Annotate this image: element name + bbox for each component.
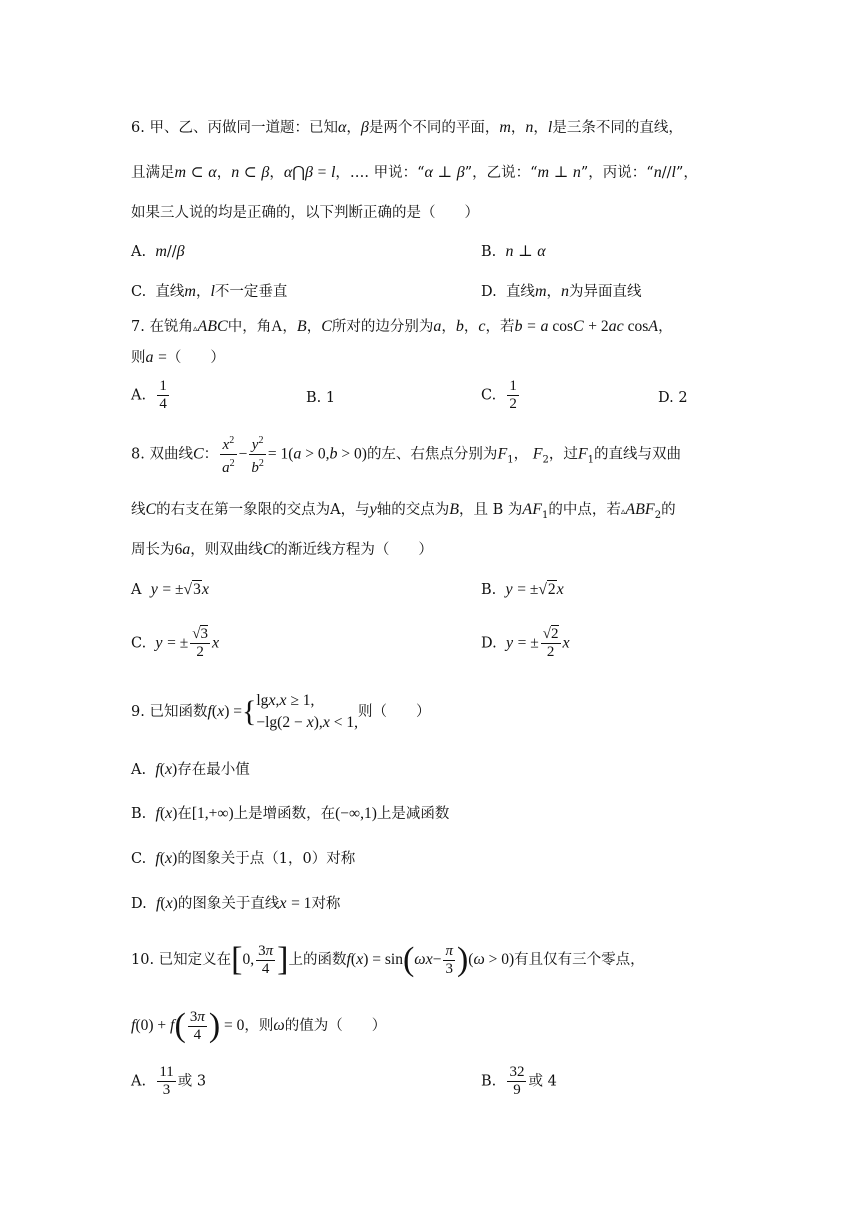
fraction: $\frac{32}{9}$ [509,1064,525,1098]
fraction: $\frac{√3}{2}$ [192,626,208,660]
q10-stem-line1: 10. 已知定义在[0, $\frac{3\pi}{4}$ ]上的函数f(x) = sin(ωx− $\frac{\pi}{3}$ )(ω > 0)有且仅有三个零点， [131,941,645,978]
fraction: $\frac{y^2}{b^2}$ [249,432,266,477]
q6-text: …. 甲说：“ [349,165,425,181]
q9-option-b: B. f(x)在[1,+∞)上是增函数，在(−∞,1)上是减函数 [131,805,450,822]
q10-text: 上的函数 [288,952,347,968]
q8-text: 的直线与双曲 [594,446,682,463]
q7-option-a [131,378,171,413]
q9-option-d: D. f(x)的图象关于直线x = 1对称 [131,895,341,912]
option-label: A. [131,387,147,404]
option-text: 的图象关于点（1，0）对称 [177,851,356,867]
q10-option-a [131,1064,206,1099]
option-text: 对称 [311,896,341,912]
option-text: 的图象关于直线 [177,896,280,912]
q6-stem-line1: 6. 甲、乙、丙做同一道题：已知α，β是两个不同的平面，m，n，l是三条不同的直线， [131,119,683,136]
option-label: A. [131,1073,147,1090]
option-label: C. [131,851,147,867]
fraction: $\frac{3\pi}{4}$ [189,1008,205,1043]
fraction: $\frac{\pi}{3}$ [445,942,453,977]
q8-text: 8. 双曲线 [131,446,193,463]
q9-text: 9. 已知函数 [131,704,208,720]
q6-text: 且满足 [131,165,175,181]
q8-option-b: B. y = ±√2x [481,581,564,598]
option-label: C. [131,284,147,300]
q10-text: 10. 已知定义在 [131,952,232,968]
q8-text: 的右支在第一象限的交点为A，与 [156,502,370,518]
q6-option-d: D. 直线m，n为异面直线 [481,283,642,300]
q6-option-a: A. m//β [131,243,185,260]
fraction: $\frac{11}{3}$ [159,1064,174,1098]
q7-text: 则 [131,350,146,366]
option-text: 或 3 [177,1073,207,1090]
option-text: 上是减函数 [376,806,450,822]
option-label: B. [481,582,497,598]
option-text: 存在最小值 [177,762,250,778]
option-text: 直线 [155,284,185,300]
option-label: B. [481,1073,497,1090]
q7-option-c [481,378,521,413]
q8-text: ，过 [548,446,578,463]
q8-option-c: C. y = ± $\frac{√3}{2}$ x [131,626,220,660]
q6-option-b: B. n ⊥ α [481,243,546,260]
q7-text: （ ） [166,350,225,366]
fraction: $\frac{1}{4}$ [159,378,167,412]
option-label: D. [131,896,147,912]
q8-stem-line1: 8. 双曲线C： $\frac{x^2}{a^2}$ − $\frac{y^2}{b^2}$ = 1(a > 0,b > 0)的左、右焦点分别为$F_1$， $F_2$，过$F_1$的直线与双曲 [131,432,681,477]
q10-option-b [481,1064,557,1099]
fraction: $\frac{3\pi}{4}$ [258,942,274,977]
q9-text: 则（ ） [357,704,431,720]
q7-stem-line2: 则a =（ ） [131,349,225,366]
q6-text: ”，丙说：“ [580,165,654,181]
q7-text: 中，角 [227,319,272,335]
option-text: 或 4 [528,1073,557,1090]
q8-option-d: D. y = ± $\frac{√2}{2}$ x [481,626,570,660]
option-label: A [131,582,142,598]
q8-text: 的渐近线方程为（ ） [273,542,433,558]
q10-stem-line2: f(0) + f( $\frac{3\pi}{4}$ ) = 0，则ω的值为（ ） [131,1007,387,1044]
q8-text: 轴的交点为 [376,502,450,518]
option-label: B. [131,806,147,822]
option-text: 为异面直线 [569,284,642,300]
q8-text: 线 [131,502,146,518]
q8-text: ，则双曲线 [190,542,263,558]
option-label: B. [481,244,497,260]
q7-stem-line1: 7. 在锐角▵ABC中，角A，B，C所对的边分别为a，b，c，若b = a cosC + 2ac cosA， [131,318,673,335]
option-text: 直线 [505,284,535,300]
fraction: $\frac{x^2}{a^2}$ [220,432,237,477]
q9-option-c: C. f(x)的图象关于点（1，0）对称 [131,850,356,867]
option-label: D. [481,635,497,652]
q8-stem-line3: 周长为6a，则双曲线C的渐近线方程为（ ） [131,541,433,558]
q6-text: ”， [675,165,698,181]
q10-text: 有且仅有三个零点， [514,952,645,968]
option-text: 在 [177,806,192,822]
option-text: 不一定垂直 [214,284,288,300]
q8-text: 的中点，若 [548,502,621,518]
q6-text: ”，乙说：“ [464,165,538,181]
q10-text: ，则 [244,1018,274,1034]
q9-option-a: A. f(x)存在最小值 [131,761,250,778]
q7-option-d: D. 2 [658,390,688,406]
q7-text: ，若 [485,319,515,335]
fraction: $\frac{√2}{2}$ [542,626,559,660]
q6-stem-line3: 如果三人说的均是正确的，以下判断正确的是（ ） [131,205,479,221]
option-text: 上是增函数，在 [233,806,336,822]
q6-text: 6. 甲、乙、丙做同一道题：已知 [131,120,338,136]
option-label: A. [131,244,147,260]
q7-text: 所对的边分别为 [331,319,434,335]
q8-option-a: A y = ±√3x [131,581,209,598]
q8-text: 周长为 [131,542,175,558]
option-label: A. [131,762,147,778]
q6-text: 是三条不同的直线， [552,120,683,136]
option-label: D. [481,284,497,300]
q8-text: 的 [661,502,676,518]
q8-text: 的左、右焦点分别为 [366,446,498,463]
q6-stem-line2: 且满足m ⊂ α，n ⊂ β，α⋂β = l，…. 甲说：“α ⊥ β”，乙说：“m ⊥ n”，丙说：“n//l”， [131,164,698,181]
q7-option-b: B. 1 [306,390,336,406]
option-label: C. [131,635,147,652]
q7-text: 7. 在锐角 [131,319,193,335]
q8-stem-line2: 线C的右支在第一象限的交点为A，与y轴的交点为B，且 B 为$AF_1$的中点，若$▵ABF_2$的 [131,501,676,521]
option-label: C. [481,387,497,404]
q6-option-c: C. 直线m，l不一定垂直 [131,283,288,300]
q8-text: ，且 B 为 [459,502,523,518]
q9-stem: 9. 已知函数f(x) ={ lgx,x ≥ 1, −lg(2 − x),x < 1, 则（ ） [131,690,430,734]
piecewise-cases: lgx,x ≥ 1, −lg(2 − x),x < 1, [256,692,358,731]
q6-text: 是两个不同的平面， [368,120,500,136]
fraction: $\frac{1}{2}$ [509,378,517,412]
q10-text: 的值为（ ） [284,1018,387,1034]
